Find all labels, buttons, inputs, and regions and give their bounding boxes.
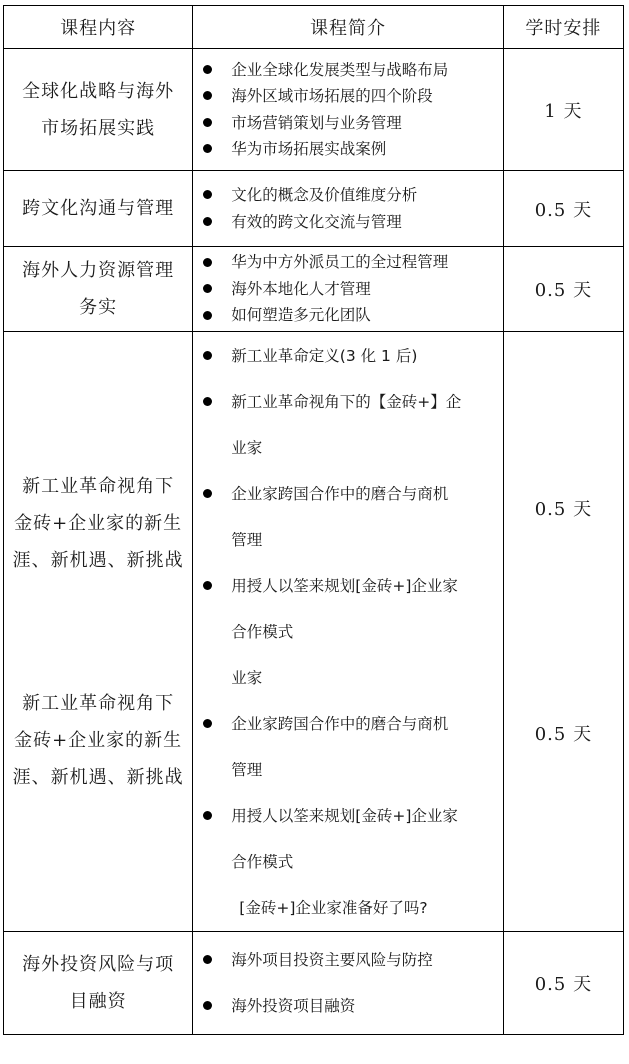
list-item <box>193 333 503 379</box>
course-name-line: 海外投资风险与项 <box>22 954 175 975</box>
course-name-line: 全球化战略与海外 <box>22 80 175 102</box>
list-item-text: 华为中方外派员工的全过程管理 <box>231 253 449 272</box>
intro-list <box>193 249 503 329</box>
list-item <box>193 379 503 425</box>
list-item-text: 海外本地化人才管理 <box>231 279 371 298</box>
intro-list <box>193 333 503 425</box>
intro-list <box>193 57 503 163</box>
course-name-line: 涯、新机遇、新挑战 <box>12 766 184 788</box>
bullet-icon <box>203 955 212 964</box>
intro-list <box>193 701 503 747</box>
list-item-text: 海外区域市场拓展的四个阶段 <box>231 87 433 105</box>
course-name-line: 金砖+企业家的新生 <box>14 729 183 751</box>
course-name-cell <box>4 49 193 171</box>
closing-line: [金砖+]企业家准备好了吗? <box>239 899 428 917</box>
course-intro-cell <box>193 247 504 332</box>
list-item-text: 华为市场拓展实战案例 <box>231 140 387 158</box>
list-item-text: 企业家跨国合作中的磨合与商机 <box>231 715 449 733</box>
bullet-icon <box>203 719 212 728</box>
bullet-icon <box>203 284 212 293</box>
course-name-cell <box>4 932 193 1035</box>
bullet-icon <box>203 1001 212 1010</box>
course-name-line: 市场拓展实践 <box>41 117 156 139</box>
list-item <box>193 57 503 84</box>
list-item <box>193 83 503 110</box>
bullet-icon <box>203 811 212 820</box>
list-item-text: 新工业革命视角下的【金砖+】企 <box>231 393 462 411</box>
course-name-line: 跨文化沟通与管理 <box>22 198 175 219</box>
bullet-icon <box>203 118 212 127</box>
list-item <box>193 563 503 609</box>
bullet-icon <box>203 144 212 153</box>
list-item <box>193 110 503 137</box>
bullet-icon <box>203 351 212 360</box>
table-row <box>4 247 624 332</box>
list-item <box>193 249 503 276</box>
table-header-row <box>4 6 624 49</box>
bullet-icon <box>203 258 212 267</box>
wrapped-line: 合作模式 <box>231 623 294 641</box>
list-item <box>193 701 503 747</box>
course-table <box>3 5 624 1035</box>
hours-cell: 0.5 天 <box>503 332 623 685</box>
bullet-icon <box>203 489 212 498</box>
list-item-text: 企业家跨国合作中的磨合与商机 <box>231 485 449 503</box>
list-item <box>193 937 503 983</box>
list-item-text: 海外投资项目融资 <box>231 997 356 1015</box>
bullet-icon <box>203 397 212 406</box>
list-item-text: 文化的概念及价值维度分析 <box>231 186 418 204</box>
intro-list <box>193 563 503 609</box>
list-item-text: 用授人以筌来规划[金砖+]企业家 <box>231 577 458 595</box>
intro-list <box>193 937 503 1029</box>
course-name-line: 海外人力资源管理 <box>22 260 175 281</box>
list-item <box>193 983 503 1029</box>
list-item-text: 海外项目投资主要风险与防控 <box>231 951 433 969</box>
table-row <box>4 171 624 247</box>
course-name-cell <box>4 332 193 685</box>
hours-cell: 0.5 天 <box>503 932 623 1035</box>
intro-list <box>193 471 503 517</box>
list-item <box>193 136 503 163</box>
bullet-icon <box>203 91 212 100</box>
list-item-text: 如何塑造多元化团队 <box>231 306 371 325</box>
wrapped-line: 业家 <box>231 669 263 687</box>
hours-cell <box>503 685 623 932</box>
intro-list <box>193 793 503 839</box>
list-item <box>193 793 503 839</box>
course-name-line: 新工业革命视角下 <box>22 692 175 714</box>
list-item-text: 有效的跨文化交流与管理 <box>231 212 402 231</box>
list-item-text: 市场营销策划与业务管理 <box>231 113 402 132</box>
wrapped-line: 管理 <box>231 761 263 779</box>
course-name-cell <box>4 247 193 332</box>
course-name-cell <box>4 685 193 932</box>
course-name-line: 目融资 <box>69 991 127 1012</box>
list-item-text: 用授人以筌来规划[金砖+]企业家 <box>231 807 458 825</box>
hours-cell: 0.5 天 <box>503 171 623 247</box>
list-item <box>193 471 503 517</box>
header-course-intro: 课程简介 <box>193 6 504 49</box>
course-name-line: 涯、新机遇、新挑战 <box>12 549 184 571</box>
intro-list <box>193 182 503 235</box>
header-hours: 学时安排 <box>503 6 623 49</box>
header-course-content: 课程内容 <box>4 6 193 49</box>
course-name-line: 新工业革命视角下 <box>22 475 175 497</box>
bullet-icon <box>203 65 212 74</box>
list-item <box>193 302 503 329</box>
list-item <box>193 182 503 209</box>
bullet-icon <box>203 190 212 199</box>
course-name-line: 务实 <box>79 297 118 318</box>
list-item-text: 企业全球化发展类型与战略布局 <box>231 60 449 79</box>
hours-value: 0.5 天 <box>534 723 593 745</box>
wrapped-line: 合作模式 <box>231 853 294 871</box>
bullet-icon <box>203 217 212 226</box>
bullet-icon <box>203 311 212 320</box>
course-name-line: 金砖+企业家的新生 <box>14 512 183 534</box>
merged-intro-cell <box>193 332 504 932</box>
table-row <box>4 49 624 171</box>
course-name-cell <box>4 171 193 247</box>
course-intro-cell <box>193 171 504 247</box>
hours-cell: 1 天 <box>503 49 623 171</box>
list-item-text: 新工业革命定义(3 化 1 后) <box>231 347 418 365</box>
wrapped-line: 管理 <box>231 531 263 549</box>
hours-cell: 0.5 天 <box>503 247 623 332</box>
list-item <box>193 276 503 303</box>
table-row <box>4 332 624 685</box>
bullet-icon <box>203 581 212 590</box>
course-intro-cell <box>193 49 504 171</box>
course-intro-cell <box>193 932 504 1035</box>
table-row <box>4 932 624 1035</box>
wrapped-line: 业家 <box>231 439 263 457</box>
list-item <box>193 209 503 236</box>
